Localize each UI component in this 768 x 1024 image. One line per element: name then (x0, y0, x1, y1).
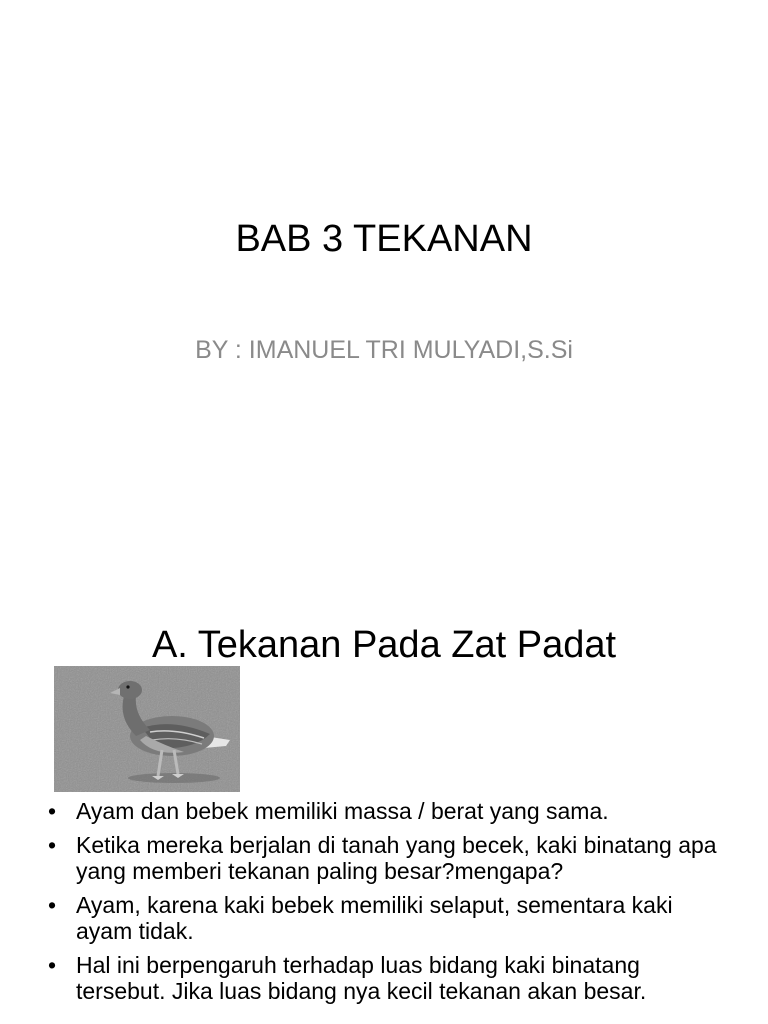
bullet-text: Hal ini berpengaruh terhadap luas bidang kaki binatang tersebut. Jika luas bidang nya kecil tekanan akan besar. (76, 952, 647, 1004)
goose-photo (54, 666, 240, 792)
bullet-dot: • (48, 832, 57, 858)
bullet-dot: • (48, 892, 57, 918)
bullet-item (48, 832, 728, 884)
bullet-item (48, 798, 728, 824)
goose-image (54, 666, 240, 792)
bullet-text: Ayam dan bebek memiliki massa / berat yang sama. (76, 798, 609, 824)
presentation-title: BAB 3 TEKANAN (235, 218, 533, 260)
section-title: A. Tekanan Pada Zat Padat (151, 624, 617, 666)
bullet-text: Ketika mereka berjalan di tanah yang becek, kaki binatang apa yang memberi tekanan paling besar?mengapa? (76, 832, 717, 884)
slide-content (0, 576, 768, 1024)
bullet-dot: • (48, 952, 57, 978)
bullet-text: Ayam, karena kaki bebek memiliki selaput, sementara kaki ayam tidak. (76, 892, 673, 944)
bullet-dot: • (48, 798, 57, 824)
bullet-item (48, 952, 728, 1004)
author-subtitle: BY : IMANUEL TRI MULYADI,S.Si (195, 336, 573, 364)
bullet-item (48, 892, 728, 944)
bullet-list (48, 798, 728, 1012)
